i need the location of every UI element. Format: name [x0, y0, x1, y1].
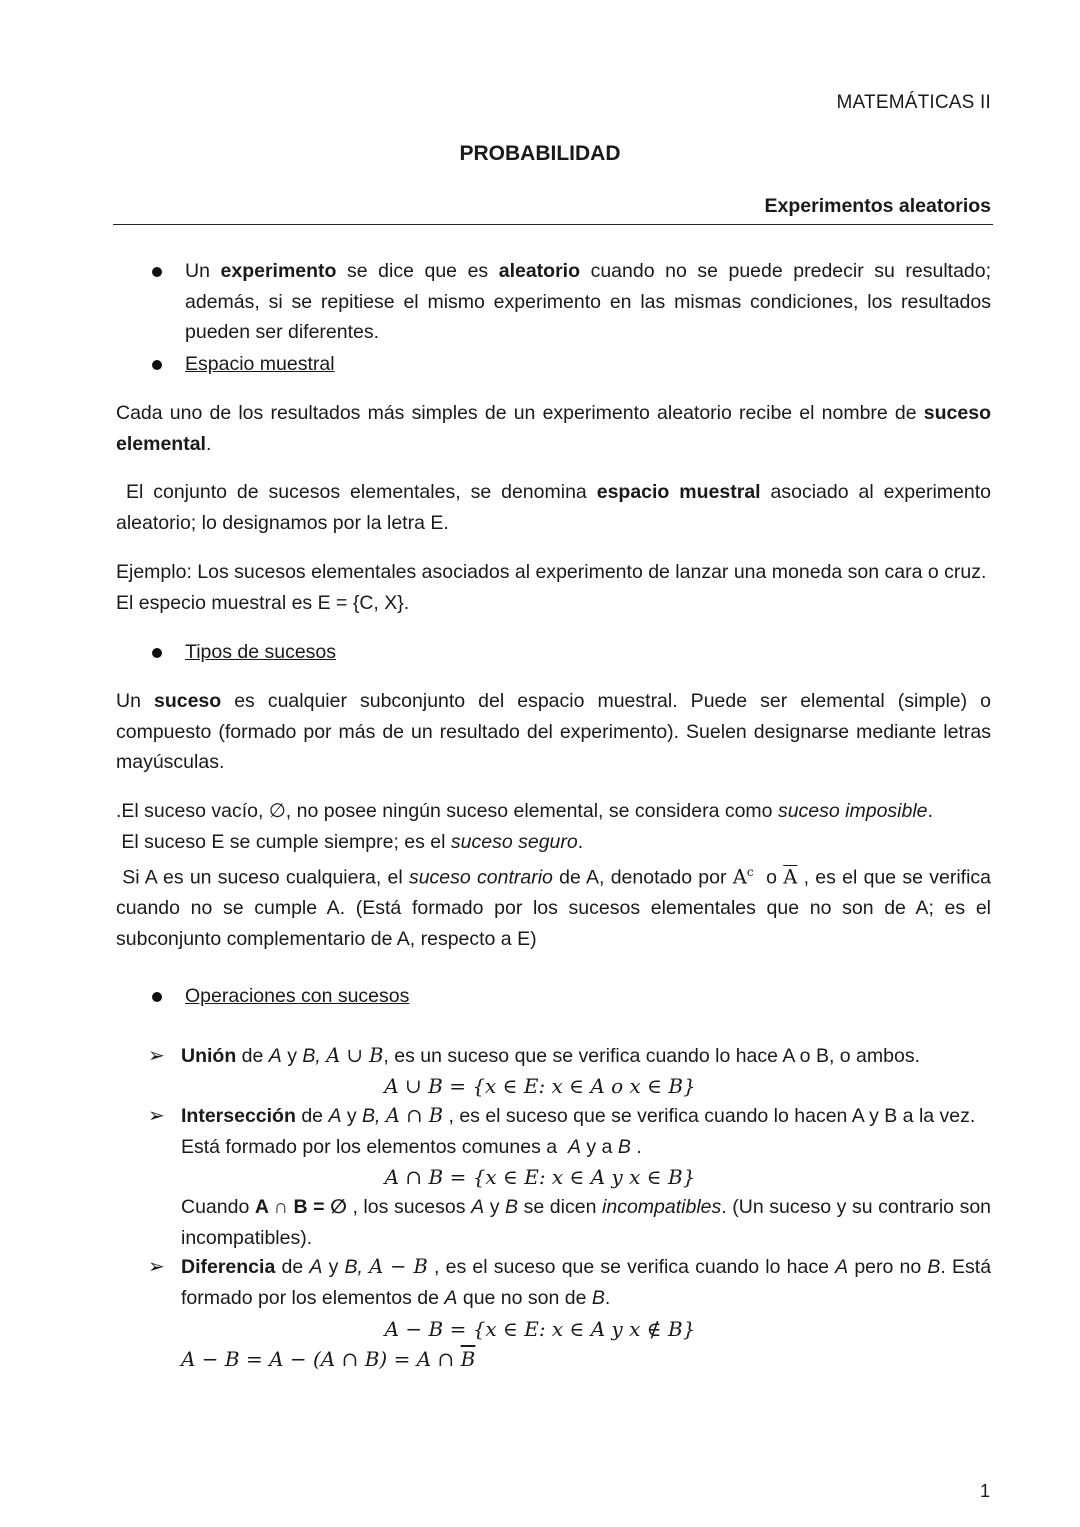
page-title: PROBABILIDAD — [459, 142, 621, 165]
subject-header: MATEMÁTICAS II — [836, 92, 991, 113]
paragraph-suceso: Un suceso es cualquier subconjunto del espacio muestral. Puede ser elemental (simple) o compuesto (formado por más de un resultado del experimento). Suelen designarse mediante letras mayúsculas. — [116, 690, 991, 773]
heading-espacio-muestral: Espacio muestral — [185, 353, 335, 375]
paragraph-suceso-elemental: Cada uno de los resultados más simples de un experimento aleatorio recibe el nombre de suceso elemental. — [116, 402, 991, 455]
intersection-definition: Intersección de A y B, A ∩ B , es el suceso que se verifica cuando lo hacen A y B a la vez. — [181, 1104, 976, 1127]
heading-operaciones: Operaciones con sucesos — [185, 985, 410, 1007]
bullet-dot — [152, 360, 162, 370]
difference-formula: A − B = {x ∈ E: x ∈ A y x ∉ B} — [384, 1317, 696, 1341]
difference-identity: A − B = A − (A ∩ B) = A ∩ $\overline{B}$ — [181, 1347, 476, 1371]
bullet-dot — [152, 267, 162, 277]
paragraph-ejemplo: Ejemplo: Los sucesos elementales asociados al experimento de lanzar una moneda son cara o cruz. El especio muestral es E = {C, X}. — [116, 561, 987, 614]
intersection-formula: A ∩ B = {x ∈ E: x ∈ A y x ∈ B} — [384, 1165, 696, 1189]
union-definition: Unión de A y B, A ∪ B, es un suceso que se verifica cuando lo hace A o B, o ambos. — [181, 1044, 920, 1067]
arrow-bullet: ➢ — [148, 1105, 165, 1127]
difference-definition: Diferencia de A y B, A − B , es el suceso que se verifica cuando lo hace A pero no B. Está formado por los elementos de A que no son de B. — [181, 1255, 992, 1309]
page-number: 1 — [979, 1481, 990, 1501]
union-formula: A ∪ B = {x ∈ E: x ∈ A o x ∈ B} — [384, 1074, 696, 1098]
bullet-experiment-text: Un experimento se dice que es aleatorio cuando no se puede predecir su resultado; además, si se repitiese el mismo experimento en las mismas condiciones, los resultados pueden ser diferentes. — [185, 260, 992, 343]
incompatible-note: Cuando A ∩ B = ∅ , los sucesos A y B se dicen incompatibles. (Un suceso y su contrario son incompatibles). — [181, 1196, 992, 1249]
header-rule — [113, 224, 993, 225]
section-title: Experimentos aleatorios — [764, 195, 991, 217]
intersection-common: Está formado por los elementos comunes a A y a B . — [181, 1136, 642, 1158]
bullet-dot — [152, 992, 162, 1002]
arrow-bullet: ➢ — [148, 1256, 165, 1278]
heading-tipos-de-sucesos: Tipos de sucesos — [185, 641, 337, 663]
paragraph-tipos: .El suceso vacío, ∅, no posee ningún suceso elemental, se considera como suceso imposible. El suceso E se cumple siempre; es el suceso seguro. Si A es un suceso cualquiera, el suceso contrario de A, denotado por $A^c$ o $\overline{A}$ , es el que se verifica cuando no se cumple A. (Está formado por los sucesos elementales que no son de A; es el subconjunto complementario de A, respecto a E) — [116, 800, 991, 950]
arrow-bullet: ➢ — [148, 1045, 165, 1067]
paragraph-espacio-muestral: El conjunto de sucesos elementales, se denomina espacio muestral asociado al experimento aleatorio; lo designamos por la letra E. — [116, 481, 991, 534]
bullet-dot — [152, 648, 162, 658]
